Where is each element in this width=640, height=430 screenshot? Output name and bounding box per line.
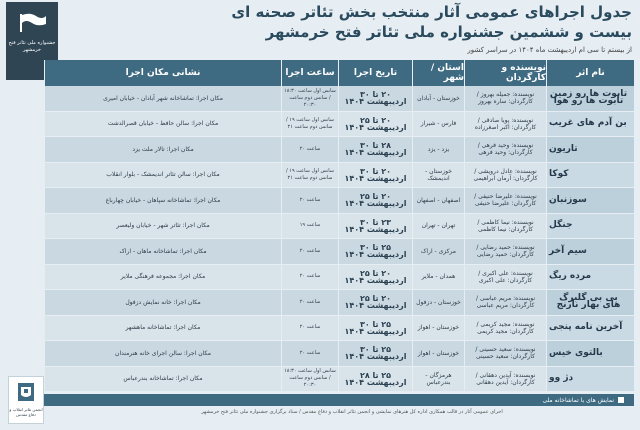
title-line-2: بیست و ششمین جشنواره ملی تئاتر فتح خرمشهر [265, 23, 632, 41]
cell-show-name: سوزنبان [546, 188, 634, 214]
table-row [44, 214, 634, 240]
cell-author-director: نویسنده: وحید فرهی / کارگردان: وحید فرهی [464, 137, 546, 163]
cell-show-name: جنگل [546, 214, 634, 240]
cell-time: ساعت ۱۹ [281, 214, 338, 240]
cell-show-name: بالتوی خیس [546, 341, 634, 367]
cell-venue: مکان اجرا: تماشاخانه ماهان - اراک [44, 239, 281, 265]
cell-province-city: همدان - ملایر [412, 265, 464, 291]
cell-author-director: نویسنده: نیما کاظمی / کارگردان: نیما کاظمی [464, 214, 546, 240]
cell-venue: مکان اجرا: سالن تئاتر اندیمشک - بلوار انقلاب [44, 163, 281, 189]
table-row [44, 86, 634, 112]
cell-author-director: نویسنده: مریم عباسی / کارگردان: مریم عباسی [464, 290, 546, 316]
emblem-text: انجمن تئاتر انقلاب و دفاع مقدس [9, 407, 43, 417]
cell-show-name: مرده ریگ [546, 265, 634, 291]
cell-author-director: نویسنده: مجید کریمی / کارگردان: مجید کریمی [464, 316, 546, 342]
cell-date: ۲۰ تا ۲۵ اردیبهشت ۱۴۰۴ [338, 290, 412, 316]
cell-date: ۲۰ تا ۲۵ اردیبهشت ۱۴۰۴ [338, 188, 412, 214]
cell-province-city: یزد - یزد [412, 137, 464, 163]
cell-venue: مکان اجرا: تماشاخانه بندرعباس [44, 367, 281, 393]
cell-province-city: خوزستان - اهواز [412, 316, 464, 342]
cell-show-name: کوکا [546, 163, 634, 189]
cell-venue: مکان اجرا: تماشاخانه سپاهان - خیابان چهارباغ [44, 188, 281, 214]
cell-author-director: نویسنده: جمیله بهروز / کارگردان: ساره بهروز [464, 86, 546, 112]
cell-time: سانس اول ساعت ۱۹ / سانس دوم ساعت ۲۱ [281, 163, 338, 189]
cell-province-city: خوزستان - آبادان [412, 86, 464, 112]
cell-show-name: بی بی گلبرگ های بهار نارنج [546, 290, 634, 316]
flag-icon [18, 12, 48, 34]
table-row [44, 137, 634, 163]
cell-venue: مکان اجرا: تماشاخانه شهر آبادان - خیابان امیری [44, 86, 281, 112]
cell-province-city: فارس - شیراز [412, 112, 464, 138]
cell-province-city: خوزستان - اهواز [412, 341, 464, 367]
cell-date: ۲۳ تا ۳۰ اردیبهشت ۱۴۰۴ [338, 214, 412, 240]
cell-time: ساعت ۲۰ [281, 316, 338, 342]
cell-date: ۲۰ تا ۳۰ اردیبهشت ۱۴۰۴ [338, 86, 412, 112]
cell-province-city: خوزستان - اندیمشک [412, 163, 464, 189]
cell-province-city: تهران - تهران [412, 214, 464, 240]
cell-time: سانس اول ساعت ۱۹ / سانس دوم ساعت ۲۱ [281, 112, 338, 138]
cell-time: ساعت ۲۰ [281, 265, 338, 291]
cell-date: ۲۰ تا ۳۰ اردیبهشت ۱۴۰۴ [338, 163, 412, 189]
cell-date: ۲۰ تا ۲۵ اردیبهشت ۱۴۰۴ [338, 265, 412, 291]
schedule-table [44, 60, 634, 393]
cell-time: سانس اول ساعت ۱۸:۳۰ / سانس دوم ساعت ۲۰:۳۰ [281, 367, 338, 393]
legend [542, 394, 624, 406]
cell-author-director: نویسنده: آیدین دهقانی / کارگردان: آیدین دهقانی [464, 367, 546, 393]
cell-author-director: نویسنده: پویا صادقی / کارگردان: اکبر اصغرزاده [464, 112, 546, 138]
cell-time: ساعت ۲۰ [281, 137, 338, 163]
cell-date: ۲۰ تا ۲۵ اردیبهشت ۱۴۰۴ [338, 112, 412, 138]
cell-venue: مکان اجرا: خانه نمایش دزفول [44, 290, 281, 316]
cell-show-name: آخرین نامه پنجی [546, 316, 634, 342]
table-row [44, 188, 634, 214]
title-line-1: جدول اجراهای عمومی آثار منتخب بخش تئاتر صحنه ای [231, 3, 632, 21]
cell-province-city: مرکزی - اراک [412, 239, 464, 265]
table-row [44, 265, 634, 291]
cell-time: ساعت ۲۰ [281, 290, 338, 316]
cell-date: ۲۸ تا ۳۰ اردیبهشت ۱۴۰۴ [338, 137, 412, 163]
cell-date: ۲۵ تا ۲۸ اردیبهشت ۱۴۰۴ [338, 367, 412, 393]
cell-venue: مکان اجرا: تماشاخانه ماهشهر [44, 316, 281, 342]
cell-province-city: اصفهان - اصفهان [412, 188, 464, 214]
table-row [44, 367, 634, 393]
cell-date: ۲۵ تا ۳۰ اردیبهشت ۱۴۰۴ [338, 239, 412, 265]
theater-emblem-icon [15, 381, 37, 405]
cell-date: ۲۵ تا ۳۰ اردیبهشت ۱۴۰۴ [338, 316, 412, 342]
cell-venue: مکان اجرا: مجموعه فرهنگی ملایر [44, 265, 281, 291]
table-row [44, 239, 634, 265]
column-header-date: تاریخ اجرا [338, 60, 412, 86]
cell-author-director: نویسنده: حمید رضایی / کارگردان: حمید رضایی [464, 239, 546, 265]
table-row [44, 341, 634, 367]
cell-venue: مکان اجرا: سالن اجرای خانه هنرمندان [44, 341, 281, 367]
legend-bar [44, 394, 634, 406]
column-header-name: نام اثر [546, 60, 634, 86]
table-row [44, 163, 634, 189]
cell-author-director: نویسنده: سعید حسینی / کارگردان: سعید حسینی [464, 341, 546, 367]
cell-show-name: تاریون [546, 137, 634, 163]
cell-show-name: بن آدم های غریب [546, 112, 634, 138]
cell-time: سانس اول ساعت ۱۸:۳۰ / سانس دوم ساعت ۲۰:۳۰ [281, 86, 338, 112]
cell-author-director: نویسنده: علیرضا حنیفی / کارگردان: علیرضا حنیفی [464, 188, 546, 214]
legend-label: نمایش های با تماشاخانه ملی [542, 396, 614, 404]
cell-author-director: نویسنده: عادل درویشی / کارگردان: آرمان ابراهیمی [464, 163, 546, 189]
cell-province-city: هرمزگان - بندرعباس [412, 367, 464, 393]
cell-date: ۲۵ تا ۳۰ اردیبهشت ۱۴۰۴ [338, 341, 412, 367]
logo-text: جشنواره ملی تئاتر فتح خرمشهر [8, 40, 56, 53]
column-header-venue: نشانی مکان اجرا [44, 60, 281, 86]
subtitle: از بیستم تا سی ام اردیبهشت ماه ۱۴۰۴ در سراسر کشور [467, 46, 632, 54]
cell-show-name: تابوت ها رو زمین تابوت ها رو هوا [546, 86, 634, 112]
column-header-author: نویسنده و کارگردان [464, 60, 546, 86]
footer-text: اجرای عمومی آثار در قالب همکاری اداره کل هنرهای نمایشی و انجمن تئاتر انقلاب و دفاع مقدس / ستاد برگزاری جشنواره ملی تئاتر فتح خرمشهر [201, 409, 503, 415]
table-row [44, 316, 634, 342]
cell-show-name: دژ وو [546, 367, 634, 393]
association-emblem [8, 376, 44, 424]
cell-time: ساعت ۲۰ [281, 188, 338, 214]
cell-venue: مکان اجرا: تئاتر شهر - خیابان ولیعصر [44, 214, 281, 240]
cell-time: ساعت ۲۰ [281, 239, 338, 265]
column-header-time: ساعت اجرا [281, 60, 338, 86]
cell-show-name: سیم آخر [546, 239, 634, 265]
legend-swatch [618, 397, 624, 403]
cell-province-city: خوزستان - دزفول [412, 290, 464, 316]
cell-author-director: نویسنده: علی اکبری / کارگردان: علی اکبری [464, 265, 546, 291]
table-row [44, 290, 634, 316]
column-header-city: استان / شهر [412, 60, 464, 86]
table-row [44, 112, 634, 138]
cell-time: ساعت ۲۰ [281, 341, 338, 367]
cell-venue: مکان اجرا: تالار ملت یزد [44, 137, 281, 163]
cell-venue: مکان اجرا: سالن حافظ - خیابان قصرالدشت [44, 112, 281, 138]
